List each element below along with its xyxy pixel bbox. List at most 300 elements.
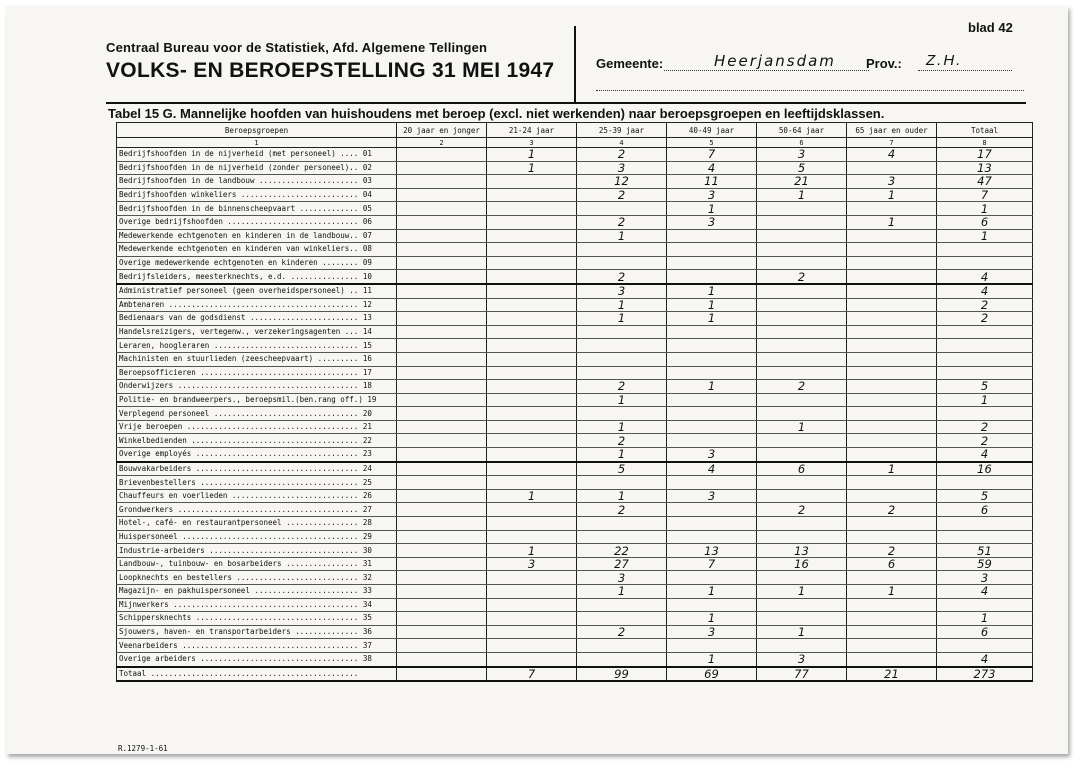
table-cell (757, 202, 847, 216)
column-header: Beroepsgroepen (117, 123, 397, 138)
table-cell: 3 (757, 148, 847, 162)
occupation-label: Landbouw-, tuinbouw- en bosarbeiders ................ 31 (117, 557, 397, 571)
table-cell (757, 434, 847, 448)
occupation-label: Machinisten en stuurlieden (zeescheepvaart) ......... 16 (117, 352, 397, 366)
table-cell: 3 (667, 489, 757, 503)
table-cell: 3 (667, 448, 757, 462)
occupation-label: Vrije beroepen ...................................... 21 (117, 420, 397, 434)
column-header: 20 jaar en jonger (397, 123, 487, 138)
table-cell (757, 243, 847, 257)
table-cell (757, 366, 847, 380)
table-cell: 2 (937, 312, 1033, 326)
table-cell: 1 (757, 420, 847, 434)
table-cell: 1 (847, 188, 937, 202)
table-cell: 1 (847, 462, 937, 476)
table-cell: 1 (757, 188, 847, 202)
table-cell (397, 366, 487, 380)
total-cell: 21 (847, 667, 937, 682)
table-cell (667, 366, 757, 380)
column-header-row (117, 123, 1033, 138)
table-cell (577, 530, 667, 544)
table-cell (757, 284, 847, 298)
table-cell: 1 (487, 544, 577, 558)
table-cell (847, 380, 937, 394)
column-header: 25-39 jaar (577, 123, 667, 138)
table-cell (847, 339, 937, 353)
table-cell (847, 352, 937, 366)
table-cell (577, 243, 667, 257)
table-cell (397, 229, 487, 243)
table-cell (487, 229, 577, 243)
table-container (116, 122, 1032, 682)
table-cell: 7 (937, 188, 1033, 202)
table-cell (577, 352, 667, 366)
table-cell (577, 652, 667, 666)
table-cell: 2 (757, 503, 847, 517)
table-row (117, 598, 1033, 612)
table-cell: 5 (757, 161, 847, 175)
table-cell (397, 298, 487, 312)
table-cell: 1 (667, 284, 757, 298)
table-cell: 7 (667, 557, 757, 571)
table-cell (487, 339, 577, 353)
table-cell (847, 202, 937, 216)
occupation-label: Administratief personeel (geen overheidspersoneel) .. 11 (117, 284, 397, 298)
occupation-label: Sjouwers, haven- en transportarbeiders .............. 36 (117, 625, 397, 639)
table-cell (667, 270, 757, 284)
occupation-label: Bedrijfshoofden in de landbouw ...................... 03 (117, 175, 397, 189)
table-cell: 1 (577, 585, 667, 599)
table-cell: 1 (577, 420, 667, 434)
province-label: Prov.: (866, 56, 902, 71)
table-row (117, 407, 1033, 421)
table-cell (487, 284, 577, 298)
table-cell (487, 420, 577, 434)
table-cell (397, 612, 487, 626)
table-cell: 2 (577, 503, 667, 517)
table-cell: 4 (937, 284, 1033, 298)
table-cell: 13 (937, 161, 1033, 175)
table-cell: 6 (937, 503, 1033, 517)
occupation-label: Huispersoneel ....................................... 29 (117, 530, 397, 544)
table-cell (667, 325, 757, 339)
table-cell (487, 612, 577, 626)
table-row (117, 380, 1033, 394)
header-divider (574, 26, 576, 102)
table-cell (397, 530, 487, 544)
municipality-row (596, 52, 1026, 74)
table-cell: 7 (667, 148, 757, 162)
table-row (117, 325, 1033, 339)
table-row (117, 352, 1033, 366)
occupation-label: Mijnwerkers ......................................... 34 (117, 598, 397, 612)
occupation-label: Overige arbeiders ................................... 38 (117, 652, 397, 666)
table-cell (397, 393, 487, 407)
table-cell: 2 (937, 420, 1033, 434)
table-cell (667, 598, 757, 612)
table-row (117, 462, 1033, 476)
table-row (117, 188, 1033, 202)
page-number: blad 42 (968, 20, 1013, 35)
occupation-label: Bedrijfshoofden in de nijverheid (zonder personeel).. 02 (117, 161, 397, 175)
table-cell (847, 625, 937, 639)
table-cell: 2 (847, 503, 937, 517)
table-cell: 13 (667, 544, 757, 558)
table-cell (487, 585, 577, 599)
table-row (117, 434, 1033, 448)
table-cell (487, 625, 577, 639)
table-row (117, 148, 1033, 162)
municipality-label: Gemeente: (596, 56, 664, 71)
occupation-label: Overige medewerkende echtgenoten en kinderen ........ 09 (117, 256, 397, 270)
table-cell: 1 (937, 229, 1033, 243)
table-cell: 5 (577, 462, 667, 476)
table-cell (397, 625, 487, 639)
table-cell (847, 229, 937, 243)
table-cell (847, 284, 937, 298)
table-row (117, 557, 1033, 571)
form-code: R.1279-1-61 (118, 744, 168, 753)
table-cell: 1 (847, 215, 937, 229)
table-cell (667, 229, 757, 243)
table-cell: 1 (757, 585, 847, 599)
table-body (117, 148, 1033, 682)
table-cell: 3 (667, 625, 757, 639)
table-cell (487, 352, 577, 366)
table-row (117, 489, 1033, 503)
occupation-label: Overige employés .................................... 23 (117, 448, 397, 462)
column-header: 21-24 jaar (487, 123, 577, 138)
table-cell (397, 544, 487, 558)
table-cell (667, 503, 757, 517)
table-cell: 1 (487, 489, 577, 503)
table-cell: 2 (577, 625, 667, 639)
table-cell: 1 (847, 585, 937, 599)
table-row (117, 270, 1033, 284)
table-cell: 2 (577, 188, 667, 202)
table-cell: 1 (937, 612, 1033, 626)
table-cell (667, 339, 757, 353)
table-cell: 3 (487, 557, 577, 571)
table-cell: 47 (937, 175, 1033, 189)
table-cell (487, 571, 577, 585)
table-cell: 1 (577, 229, 667, 243)
table-cell: 3 (937, 571, 1033, 585)
table-cell: 3 (577, 284, 667, 298)
table-cell (757, 339, 847, 353)
table-cell: 2 (577, 215, 667, 229)
occupation-label: Politie- en brandweerpers., beroepsmil.(ben.rang off.) 19 (117, 393, 397, 407)
table-cell: 2 (577, 380, 667, 394)
table-cell: 11 (667, 175, 757, 189)
table-cell (487, 476, 577, 490)
total-cell: 7 (487, 667, 577, 682)
table-cell (397, 407, 487, 421)
table-cell (847, 256, 937, 270)
table-row (117, 652, 1033, 666)
table-cell: 4 (667, 161, 757, 175)
table-row (117, 530, 1033, 544)
municipality-dotted-line (664, 70, 869, 71)
table-row (117, 476, 1033, 490)
table-row (117, 420, 1033, 434)
table-cell (577, 612, 667, 626)
table-cell (847, 161, 937, 175)
column-header: 65 jaar en ouder (847, 123, 937, 138)
table-cell: 2 (757, 380, 847, 394)
table-cell (397, 585, 487, 599)
table-cell (937, 256, 1033, 270)
occupation-label: Overige bedrijfshoofden ............................. 06 (117, 215, 397, 229)
column-number: 7 (847, 138, 937, 148)
table-cell (937, 639, 1033, 653)
table-cell (667, 476, 757, 490)
table-cell (487, 256, 577, 270)
table-row (117, 339, 1033, 353)
table-cell (847, 571, 937, 585)
table-row (117, 612, 1033, 626)
table-row (117, 585, 1033, 599)
table-cell (397, 448, 487, 462)
table-cell (487, 393, 577, 407)
occupation-label: Bedrijfshoofden in de binnenscheepvaart ............. 05 (117, 202, 397, 216)
table-cell (487, 380, 577, 394)
table-cell: 2 (937, 434, 1033, 448)
table-cell (847, 612, 937, 626)
total-cell: 69 (667, 667, 757, 682)
table-cell (397, 557, 487, 571)
table-row (117, 393, 1033, 407)
table-cell: 4 (847, 148, 937, 162)
table-row (117, 298, 1033, 312)
table-cell: 4 (937, 270, 1033, 284)
table-cell (847, 476, 937, 490)
table-cell (757, 639, 847, 653)
table-cell: 27 (577, 557, 667, 571)
occupation-label: Verplegend personeel ................................ 20 (117, 407, 397, 421)
table-cell (847, 243, 937, 257)
occupation-label: Winkelbedienden ..................................... 22 (117, 434, 397, 448)
table-row (117, 202, 1033, 216)
table-row (117, 625, 1033, 639)
table-cell (757, 312, 847, 326)
table-cell: 1 (487, 148, 577, 162)
column-number: 4 (577, 138, 667, 148)
table-cell (847, 530, 937, 544)
table-cell: 2 (847, 544, 937, 558)
table-cell: 1 (667, 652, 757, 666)
table-cell (757, 517, 847, 531)
table-cell: 16 (937, 462, 1033, 476)
table-cell (847, 393, 937, 407)
table-row (117, 256, 1033, 270)
column-header: 40-49 jaar (667, 123, 757, 138)
table-cell (667, 434, 757, 448)
occupation-label: Leraren, hoogleraren ................................ 15 (117, 339, 397, 353)
occupation-label: Veenarbeiders ....................................... 37 (117, 639, 397, 653)
table-cell: 6 (757, 462, 847, 476)
table-cell: 22 (577, 544, 667, 558)
total-cell (397, 667, 487, 682)
table-cell (667, 393, 757, 407)
table-cell (487, 188, 577, 202)
table-row (117, 175, 1033, 189)
table-cell: 1 (937, 202, 1033, 216)
occupation-label: Chauffeurs en voerlieden ............................ 26 (117, 489, 397, 503)
table-cell: 4 (937, 652, 1033, 666)
table-cell (397, 312, 487, 326)
table-cell: 1 (667, 312, 757, 326)
table-cell: 2 (937, 298, 1033, 312)
table-cell (487, 243, 577, 257)
table-cell: 12 (577, 175, 667, 189)
table-row (117, 639, 1033, 653)
table-cell: 2 (577, 148, 667, 162)
column-number: 2 (397, 138, 487, 148)
total-cell: 99 (577, 667, 667, 682)
table-cell (847, 325, 937, 339)
column-number: 6 (757, 138, 847, 148)
occupation-label: Industrie-arbeiders ................................. 30 (117, 544, 397, 558)
table-title: Tabel 15 G. Mannelijke hoofden van huishoudens met beroep (excl. niet werkenden) naar beroepsgroepen en leeftijdsklassen. (108, 106, 885, 121)
table-cell (937, 366, 1033, 380)
table-cell (847, 598, 937, 612)
table-cell: 5 (937, 380, 1033, 394)
table-cell (757, 256, 847, 270)
total-row (117, 667, 1033, 682)
column-number: 8 (937, 138, 1033, 148)
table-cell (847, 489, 937, 503)
table-cell (847, 312, 937, 326)
province-dotted-line (918, 70, 1012, 71)
occupation-label: Onderwijzers ........................................ 18 (117, 380, 397, 394)
table-cell (487, 434, 577, 448)
table-cell: 3 (577, 161, 667, 175)
table-row (117, 312, 1033, 326)
blank-dotted-line (596, 90, 1024, 91)
table-row (117, 161, 1033, 175)
table-cell (937, 598, 1033, 612)
table-cell (667, 639, 757, 653)
column-header: 50-64 jaar (757, 123, 847, 138)
table-cell (847, 298, 937, 312)
table-cell (397, 339, 487, 353)
table-cell (487, 639, 577, 653)
table-cell: 1 (667, 202, 757, 216)
table-cell: 5 (937, 489, 1033, 503)
occupation-label: Bouwvakarbeiders .................................... 24 (117, 462, 397, 476)
table-row (117, 284, 1033, 298)
table-cell: 59 (937, 557, 1033, 571)
table-row (117, 571, 1033, 585)
table-cell: 3 (577, 571, 667, 585)
table-cell (397, 380, 487, 394)
occupation-table (116, 122, 1033, 682)
table-cell (397, 476, 487, 490)
table-cell: 1 (757, 625, 847, 639)
census-title: VOLKS- EN BEROEPSTELLING 31 MEI 1947 (106, 59, 555, 82)
table-cell: 1 (667, 380, 757, 394)
table-cell (487, 652, 577, 666)
column-header: Totaal (937, 123, 1033, 138)
table-cell: 1 (937, 393, 1033, 407)
table-cell (577, 476, 667, 490)
table-cell (667, 420, 757, 434)
table-cell (847, 407, 937, 421)
table-cell (757, 352, 847, 366)
table-cell: 4 (937, 448, 1033, 462)
table-row (117, 448, 1033, 462)
table-cell: 13 (757, 544, 847, 558)
table-cell (577, 256, 667, 270)
table-cell (397, 352, 487, 366)
occupation-label: Handelsreizigers, vertegenw., verzekeringsagenten ... 14 (117, 325, 397, 339)
table-row (117, 517, 1033, 531)
occupation-label: Magazijn- en pakhuispersoneel ....................... 33 (117, 585, 397, 599)
table-cell (847, 639, 937, 653)
table-cell (937, 339, 1033, 353)
table-cell (757, 298, 847, 312)
occupation-label: Bedrijfshoofden winkeliers .......................... 04 (117, 188, 397, 202)
table-cell: 6 (937, 215, 1033, 229)
table-cell (397, 420, 487, 434)
table-cell (397, 571, 487, 585)
occupation-label: Grondwerkers ........................................ 27 (117, 503, 397, 517)
table-row (117, 544, 1033, 558)
table-cell (757, 598, 847, 612)
table-cell (757, 407, 847, 421)
table-cell (757, 229, 847, 243)
table-cell: 21 (757, 175, 847, 189)
table-cell (577, 517, 667, 531)
table-cell (397, 256, 487, 270)
occupation-label: Medewerkende echtgenoten en kinderen in de landbouw.. 07 (117, 229, 397, 243)
table-cell (937, 243, 1033, 257)
table-cell: 51 (937, 544, 1033, 558)
table-cell (847, 366, 937, 380)
table-row (117, 366, 1033, 380)
table-cell (757, 448, 847, 462)
table-cell (487, 175, 577, 189)
table-cell (577, 639, 667, 653)
province-value: Z.H. (926, 52, 963, 69)
table-cell (397, 503, 487, 517)
table-row (117, 243, 1033, 257)
table-cell: 16 (757, 557, 847, 571)
table-cell (577, 366, 667, 380)
table-cell: 2 (577, 270, 667, 284)
table-cell (397, 325, 487, 339)
table-cell: 1 (577, 312, 667, 326)
table-cell (487, 215, 577, 229)
census-form (6, 6, 1068, 754)
table-cell: 1 (577, 448, 667, 462)
table-cell (757, 530, 847, 544)
table-cell (577, 202, 667, 216)
table-cell (397, 188, 487, 202)
column-number-row (117, 138, 1033, 148)
table-cell (757, 476, 847, 490)
table-cell (487, 462, 577, 476)
table-cell (847, 420, 937, 434)
table-cell (397, 598, 487, 612)
table-cell (937, 352, 1033, 366)
table-cell (487, 598, 577, 612)
table-cell (487, 530, 577, 544)
table-cell (667, 407, 757, 421)
table-cell (397, 243, 487, 257)
table-cell (397, 652, 487, 666)
